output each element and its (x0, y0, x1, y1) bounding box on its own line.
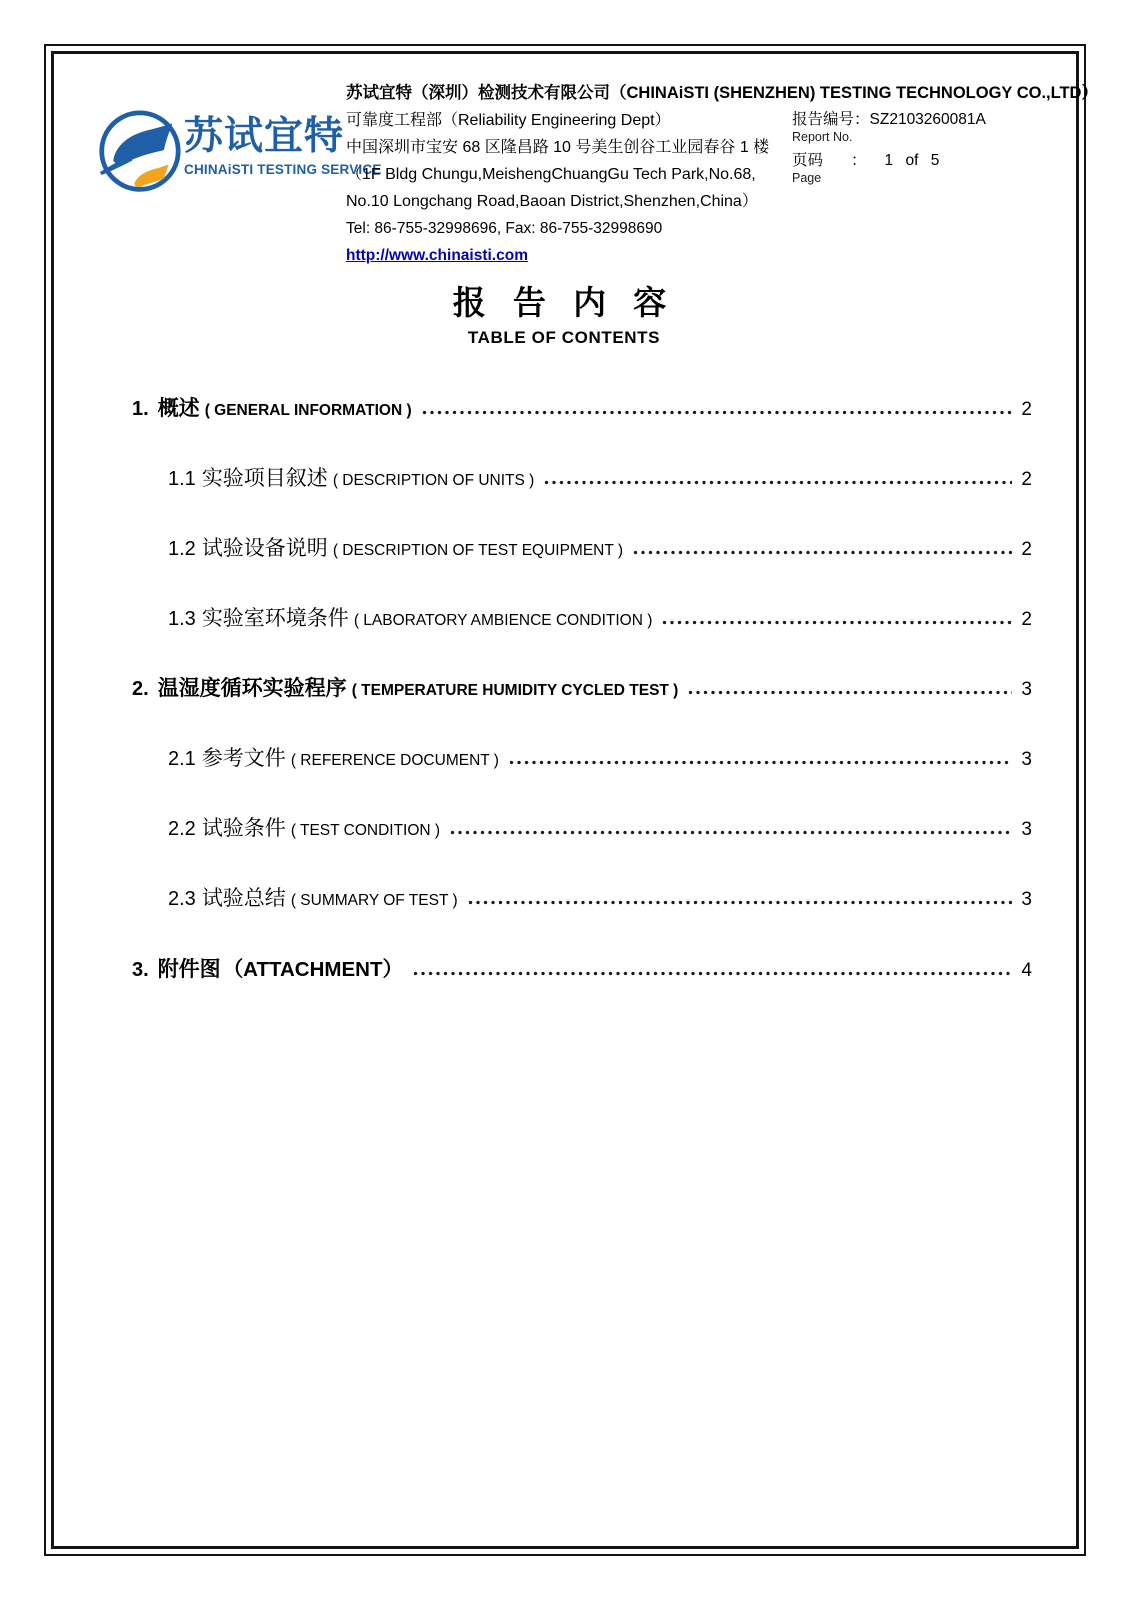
address-en-2: No.10 Longchang Road,Baoan District,Shenzhen,China） (346, 193, 758, 210)
report-no-sublabel: Report No. (792, 130, 853, 144)
company-address-block (346, 107, 792, 269)
toc-entry-1-1[interactable] (168, 462, 1032, 492)
toc-entry-title-en: ( REFERENCE DOCUMENT ) (290, 752, 499, 769)
page-indicator (792, 150, 1032, 171)
toc-entry-title-cn: 温湿度循环实验程序 (157, 677, 347, 700)
page-sublabel: Page (792, 171, 822, 185)
toc-entry-3[interactable] (132, 952, 1032, 983)
letterhead (96, 81, 1098, 269)
toc-entry-1-2[interactable] (168, 532, 1032, 562)
report-no-label: 报告编号： (792, 111, 870, 128)
toc-entry-title-cn: 概述 (157, 397, 200, 420)
report-no-line (792, 109, 1032, 130)
logo-en-text: CHINAiSTI TESTING SERVICE (184, 162, 382, 177)
dot-leader (422, 410, 1013, 415)
toc-entry-title-cn: 试验条件 (201, 817, 286, 840)
toc-entry-2-3[interactable] (168, 882, 1032, 912)
tel-fax-line: Tel: 86-755-32998696, Fax: 86-755-32998690 (346, 220, 663, 237)
toc-entry-2-1[interactable] (168, 742, 1032, 772)
toc-page-number: 2 (1021, 609, 1032, 630)
dot-leader (633, 550, 1012, 555)
toc-entry-number: 2.3 (168, 888, 196, 910)
toc-page-number: 4 (1021, 960, 1032, 981)
company-name: 苏试宜特（深圳）检测技术有限公司（CHINAiSTI (SHENZHEN) TESTING TECHNOLOGY CO.,LTD） (346, 84, 1098, 102)
toc-entry-number: 2.2 (168, 818, 196, 840)
dot-leader (688, 690, 1012, 695)
toc-entry-2[interactable] (132, 672, 1032, 702)
page-title-en: TABLE OF CONTENTS (467, 328, 661, 347)
toc-page-number: 3 (1021, 819, 1032, 840)
page-colon: ： (851, 152, 867, 169)
dot-leader (413, 971, 1012, 976)
toc-entry-number: 1.2 (168, 538, 196, 560)
dept-line: 可靠度工程部（Reliability Engineering Dept） (346, 112, 671, 129)
flag-swoosh-circle-icon (96, 105, 182, 201)
toc-entry-title-en: ( LABORATORY AMBIENCE CONDITION ) (353, 612, 653, 629)
page-label: 页码 (792, 152, 824, 169)
toc-entry-2-2[interactable] (168, 812, 1032, 842)
logo-cn-text: 苏试宜特 (184, 115, 345, 158)
page-value: 1 of 5 (884, 152, 940, 169)
toc-entry-title-en: ( DESCRIPTION OF UNITS ) (332, 472, 535, 489)
dot-leader (662, 620, 1012, 625)
toc-entry-title-en: ( DESCRIPTION OF TEST EQUIPMENT ) (332, 542, 624, 559)
toc-entry-title-cn: 试验总结 (201, 887, 286, 910)
toc-entry-number: 1.1 (168, 468, 196, 490)
toc-entry-title-cn: 参考文件 (201, 747, 286, 770)
table-of-contents (96, 392, 1032, 983)
toc-page-number: 3 (1021, 749, 1032, 770)
toc-entry-title-en: （ATTACHMENT） (222, 958, 403, 981)
toc-entry-number: 2.1 (168, 748, 196, 770)
dot-leader (509, 760, 1013, 765)
toc-entry-number: 3. (132, 959, 149, 981)
dot-leader (450, 830, 1012, 835)
toc-entry-number: 2. (132, 678, 149, 700)
toc-entry-title-en: ( TEMPERATURE HUMIDITY CYCLED TEST ) (351, 682, 679, 699)
address-cn: 中国深圳市宝安 68 区隆昌路 10 号美生创谷工业园春谷 1 楼 (346, 139, 770, 156)
letterhead-info (346, 81, 1098, 269)
toc-entry-title-cn: 试验设备说明 (201, 537, 328, 560)
toc-page-number: 2 (1021, 539, 1032, 560)
toc-page-number: 3 (1021, 679, 1032, 700)
report-meta-block (792, 107, 1032, 269)
website-link[interactable]: http://www.chinaisti.com (346, 247, 528, 264)
toc-page-number: 2 (1021, 399, 1032, 420)
company-logo (96, 81, 382, 269)
toc-entry-title-en: ( GENERAL INFORMATION ) (204, 402, 412, 419)
page-content (96, 55, 1098, 1023)
toc-page-number: 3 (1021, 889, 1032, 910)
dot-leader (544, 480, 1012, 485)
address-en-1: （1F Bldg Chungu,MeishengChuangGu Tech Park,No.68, (346, 166, 756, 183)
toc-entry-number: 1.3 (168, 608, 196, 630)
toc-entry-title-en: ( SUMMARY OF TEST ) (290, 892, 458, 909)
toc-entry-1[interactable] (132, 392, 1032, 422)
document-title (96, 283, 1032, 348)
toc-entry-number: 1. (132, 398, 149, 420)
report-no-value: SZ2103260081A (869, 111, 986, 128)
toc-entry-title-cn: 附件图 (157, 958, 221, 981)
dot-leader (468, 900, 1013, 905)
toc-entry-1-3[interactable] (168, 602, 1032, 632)
toc-entry-title-cn: 实验室环境条件 (201, 607, 349, 630)
page-title-cn: 报 告 内 容 (452, 284, 676, 321)
toc-page-number: 2 (1021, 469, 1032, 490)
toc-entry-title-en: ( TEST CONDITION ) (290, 822, 441, 839)
toc-entry-title-cn: 实验项目叙述 (201, 467, 328, 490)
